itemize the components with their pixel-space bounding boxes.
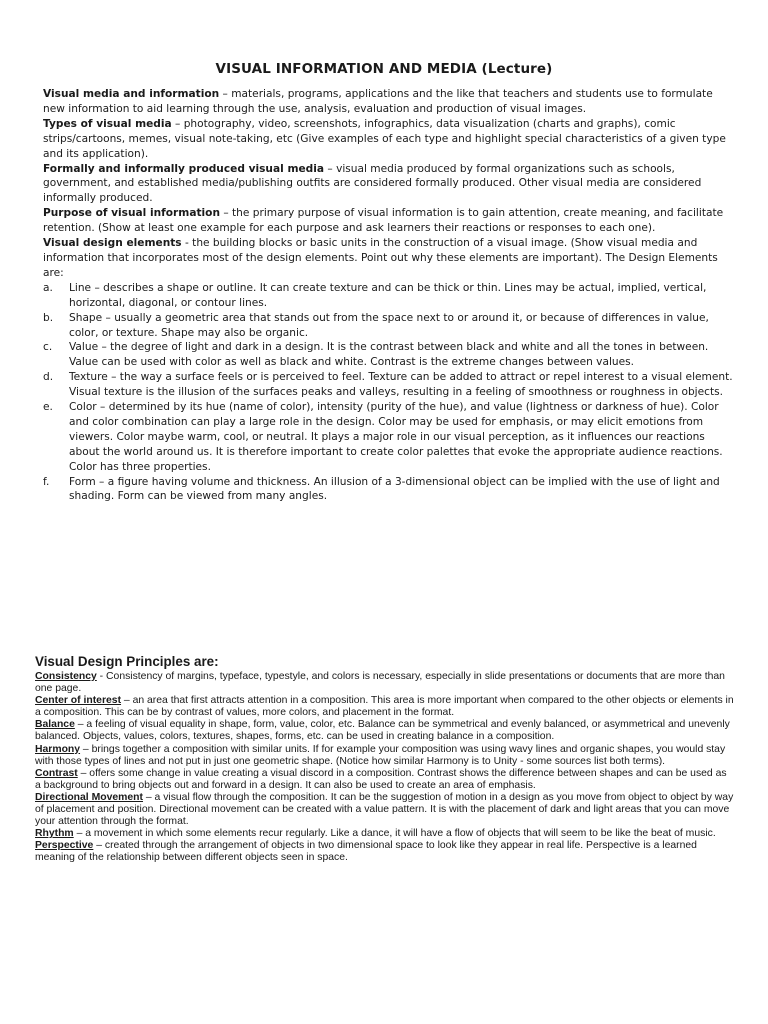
list-letter: c. xyxy=(43,341,53,354)
list-text: Shape – usually a geometric area that stands out from the space next to or around it, or because of differences in value, color, or texture. Shape may also be organic. xyxy=(69,311,709,339)
list-letter: e. xyxy=(43,401,53,414)
principle-term: Harmony xyxy=(35,743,81,755)
principle-paragraph xyxy=(35,840,735,864)
lecture-section xyxy=(43,87,733,504)
definition-term: Purpose of visual information xyxy=(43,207,220,220)
list-text: Form – a figure having volume and thickness. An illusion of a 3-dimensional object can be implied with the use of light and shading. Form can be viewed from many angles. xyxy=(69,475,720,503)
design-element-item xyxy=(43,281,733,311)
principle-text: – a visual flow through the composition. It can be the suggestion of motion in a design as you move from object to object by way of placement and position. Directional movement can be created with a value pattern. It is with the placement of dark and light areas that you can move your attention through the format. xyxy=(35,791,734,828)
principle-paragraph xyxy=(35,671,735,695)
definition-paragraph xyxy=(43,206,733,236)
definition-term: Visual media and information xyxy=(43,88,220,100)
principle-text: – offers some change in value creating a visual discord in a composition. Contrast shows the difference between shapes and can be used as a background to bring objects out and forward in a design. It can also be used to create an area of emphasis. xyxy=(35,767,727,791)
principles-heading: Visual Design Principles are: xyxy=(35,654,219,669)
principle-paragraph xyxy=(35,792,735,828)
list-text: Line – describes a shape or outline. It can create texture and can be thick or thin. Lines may be actual, implied, vertical, horizontal, diagonal, or contour lines. xyxy=(69,281,707,309)
principle-term: Directional Movement xyxy=(35,791,143,803)
list-text: Color – determined by its hue (name of color), intensity (purity of the hue), and value (lightness or darkness of hue). Color and color combination can play a large role in the design. Color may be used for emphasis, or may elicit emotions from viewers. Color maybe warm, cool, or neutral. It plays a major role in our visual perception, as it influences our reactions about the world around us. It is therefore important to create color palettes that evoke the appropriate audience reactions. Color has three properties. xyxy=(69,401,723,473)
definition-text: – photography, video, screenshots, infographics, data visualization (charts and graphs), comic strips/cartoons, memes, visual note-taking, etc (Give examples of each type and highlight special characteristics of a given type and its application). xyxy=(43,117,726,160)
principle-term: Balance xyxy=(35,719,75,731)
principle-term: Rhythm xyxy=(35,828,74,840)
definition-text: – the primary purpose of visual information is to gain attention, create meaning, and facilitate retention. (Show at least one example for each purpose and ask learners their reactions or responses to each one). xyxy=(43,207,724,235)
list-letter: a. xyxy=(43,281,53,294)
principle-paragraph xyxy=(35,719,735,743)
principle-term: Consistency xyxy=(35,671,97,682)
list-letter: b. xyxy=(43,311,54,324)
definition-paragraph xyxy=(43,87,733,117)
definition-text: – visual media produced by formal organizations such as schools, government, and established media/publishing outfits are considered formally produced. Other visual media are considered informally produced. xyxy=(43,162,702,205)
design-element-item xyxy=(43,400,733,475)
principle-text: – a feeling of visual equality in shape, form, value, color, etc. Balance can be symmetrical and evenly balanced, or asymmetrical and unevenly balanced. Objects, values, colors, textures, shapes, forms, etc. can be used in creating balance in a composition. xyxy=(35,719,730,743)
principle-term: Perspective xyxy=(35,840,94,852)
list-letter: d. xyxy=(43,371,54,384)
principle-text: – brings together a composition with similar units. If for example your composition was using wavy lines and organic shapes, you would stay with those types of lines and not put in just one geometric shape. (Notice how similar Harmony is to Unity - some sources list both terms). xyxy=(35,743,726,767)
design-element-item xyxy=(43,340,733,370)
principle-text: - Consistency of margins, typeface, typestyle, and colors is necessary, especially in slide presentations or documents that are more than one page. xyxy=(35,671,725,695)
definition-term: Formally and informally produced visual media xyxy=(43,162,325,175)
principle-term: Contrast xyxy=(35,767,78,779)
list-text: Texture – the way a surface feels or is perceived to feel. Texture can be added to attract or repel interest to a visual element. Visual texture is the illusion of the surfaces peaks and valleys, resulting in a feeling of smoothness or roughness in objects. xyxy=(69,371,733,399)
definition-term: Types of visual media xyxy=(43,117,172,130)
document-title: VISUAL INFORMATION AND MEDIA (Lecture) xyxy=(215,61,553,77)
list-letter: f. xyxy=(43,475,50,488)
principle-paragraph xyxy=(35,744,735,768)
principle-paragraph xyxy=(35,695,735,719)
principle-paragraph xyxy=(35,768,735,792)
principle-text: – an area that first attracts attention in a composition. This area is more important when compared to the other objects or elements in a composition. This can be by contrast of values, more colors, and placement in the format. xyxy=(35,695,734,719)
definition-term: Visual design elements xyxy=(43,237,182,250)
design-element-item xyxy=(43,475,733,505)
principles-section xyxy=(35,654,735,865)
definition-text: – materials, programs, applications and the like that teachers and students use to formulate new information to aid learning through the use, analysis, evaluation and production of visual images. xyxy=(43,88,713,115)
principle-text: – created through the arrangement of objects in two dimensional space to look like they appear in real life. Perspective is a learned meaning of the relationship between different objects seen in space. xyxy=(35,840,697,864)
principle-text: – a movement in which some elements recur regularly. Like a dance, it will have a flow of objects that will seem to be like the beat of music. xyxy=(73,828,716,840)
list-text: Value – the degree of light and dark in a design. It is the contrast between black and white and all the tones in between. Value can be used with color as well as black and white. Contrast is the extreme changes between values. xyxy=(69,341,709,369)
design-element-item xyxy=(43,370,733,400)
definition-paragraph xyxy=(43,236,733,281)
principle-paragraph xyxy=(35,828,735,840)
definition-paragraph xyxy=(43,117,733,162)
definition-text: - the building blocks or basic units in the construction of a visual image. (Show visual media and information that incorporates most of the design elements. Point out why these elements are important). The Design Elements are: xyxy=(43,237,718,279)
principle-term: Center of interest xyxy=(35,695,122,707)
design-element-item xyxy=(43,311,733,341)
definition-paragraph xyxy=(43,162,733,207)
